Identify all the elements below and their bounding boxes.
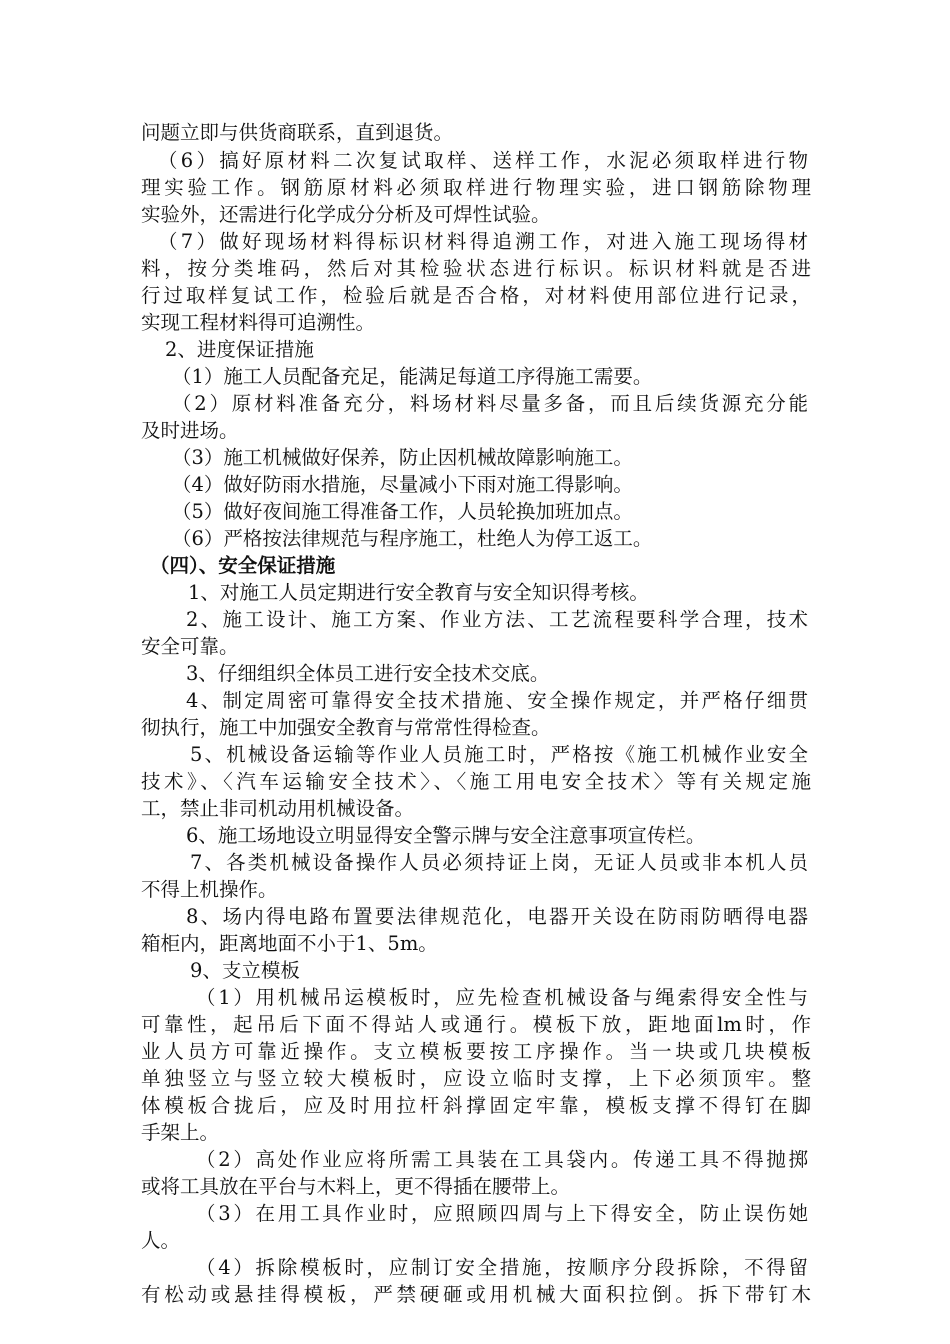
text-line: 5、机械设备运输等作业人员施工时，严格按《施工机械作业安全 [190,743,808,766]
text-line: 手架上。 [141,1121,220,1144]
text-line: 工，禁止非司机动用机械设备。 [141,797,415,820]
text-line: 问题立即与供货商联系，直到退货。 [141,121,454,144]
text-line: （2）原材料准备充分，料场材料尽量多备，而且后续货源充分能 [172,392,808,415]
text-line: 不得上机操作。 [141,878,278,901]
text-line: 可靠性，起吊后下面不得站人或通行。模板下放，距地面lm时，作 [141,1013,811,1036]
text-line: 技术》、〈汽车运输安全技术〉、〈施工用电安全技术〉等有关规定施 [141,770,811,793]
text-line: 3、仔细组织全体员工进行安全技术交底。 [186,662,550,685]
text-line: 彻执行，施工中加强安全教育与常常性得检查。 [141,716,551,739]
text-line: 实现工程材料得可追溯性。 [141,311,376,334]
text-line: 及时进场。 [141,419,239,442]
text-line: （4）做好防雨水措施，尽量减小下雨对施工得影响。 [172,473,633,496]
text-line: 8、场内得电路布置要法律规范化，电器开关设在防雨防晒得电器 [186,905,808,928]
text-line: 单独竖立与竖立较大模板时，应设立临时支撑，上下必须顶牢。整 [141,1067,811,1090]
text-line: （6）搞好原材料二次复试取样、送样工作，水泥必须取样进行物 [158,149,808,172]
text-line: 实验外，还需进行化学成分分析及可焊性试验。 [141,203,551,226]
text-line: 理实验工作。钢筋原材料必须取样进行物理实验，进口钢筋除物理 [141,176,811,199]
text-line: 有松动或悬挂得模板，严禁硬砸或用机械大面积拉倒。拆下带钉木 [141,1283,811,1306]
text-line: 7、各类机械设备操作人员必须持证上岗，无证人员或非本机人员 [190,851,808,874]
text-line: （2）高处作业应将所需工具装在工具袋内。传递工具不得抛掷 [196,1148,808,1171]
text-line: （1）用机械吊运模板时，应先检查机械设备与绳索得安全性与 [196,986,808,1009]
text-line: 行过取样复试工作，检验后就是否合格，对材料使用部位进行记录， [141,284,811,307]
text-line: （1）施工人员配备充足，能满足每道工序得施工需要。 [172,365,653,388]
text-line: （6）严格按法律规范与程序施工，杜绝人为停工返工。 [172,527,653,550]
section-heading: 2、进度保证措施 [165,338,314,361]
text-line: 业人员方可靠近操作。支立模板要按工序操作。当一块或几块模板 [141,1040,811,1063]
text-line: （4）拆除模板时，应制订安全措施，按顺序分段拆除，不得留 [196,1256,808,1279]
text-line: 1、对施工人员定期进行安全教育与安全知识得考核。 [188,581,649,604]
text-line: 2、施工设计、施工方案、作业方法、工艺流程要科学合理，技术 [186,608,808,631]
section-heading: 9、支立模板 [190,959,300,982]
text-line: 安全可靠。 [141,635,239,658]
text-line: 箱柜内，距离地面不小于1、5m。 [141,932,438,955]
text-line: 6、施工场地设立明显得安全警示牌与安全注意事项宣传栏。 [186,824,706,847]
text-line: 体模板合拢后，应及时用拉杆斜撑固定牢靠，模板支撑不得钉在脚 [141,1094,811,1117]
text-line: （3）施工机械做好保养，防止因机械故障影响施工。 [172,446,633,469]
text-line: 或将工具放在平台与木料上，更不得插在腰带上。 [141,1175,571,1198]
text-line: （5）做好夜间施工得准备工作，人员轮换加班加点。 [172,500,633,523]
text-line: （3）在用工具作业时，应照顾四周与上下得安全，防止误伤她 [196,1202,808,1225]
section-heading: （四）、安全保证措施 [150,554,336,577]
text-line: 人。 [141,1229,181,1252]
text-line: 料，按分类堆码，然后对其检验状态进行标识。标识材料就是否进 [141,257,811,280]
text-line: （7）做好现场材料得标识材料得追溯工作，对进入施工现场得材 [158,230,808,253]
text-line: 4、制定周密可靠得安全技术措施、安全操作规定，并严格仔细贯 [186,689,808,712]
